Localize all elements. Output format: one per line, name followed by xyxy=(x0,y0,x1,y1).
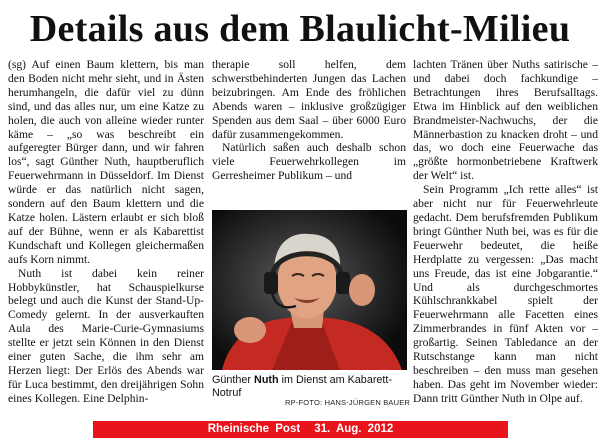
article-photo xyxy=(212,210,407,370)
headline: Details aus dem Blaulicht-Milieu xyxy=(29,8,571,50)
article-paragraph: lachten Tränen über Nuths satirische – und dabei doch fachkundige – Betrachtungen ihres Berufsalltags. Etwa im Hinblick auf den weiblichen Brandmeister-Nachwuchs, der die Männerbastion zu knacken droht – und das, wo doch eine Feuerwache das „größte hormonbetriebene Kraftwerk der Welt“ ist. xyxy=(413,58,598,183)
article-paragraph: therapie soll helfen, dem schwerstbehinderten Jungen das Lachen beizubringen. Am Ende des fröhlichen Abends waren – inklusive großzügiger Spenden aus dem Saal – über 6000 Euro dafür zusammengekommen. xyxy=(212,58,406,141)
article-paragraph: Natürlich saßen auch deshalb schon viele Feuerwehrkollegen im Gerresheimer Publikum – und xyxy=(212,141,406,183)
source-banner xyxy=(93,421,508,438)
article-paragraph: Sein Programm „Ich rette alles“ ist aber nicht nur für Feuerwehrleute gedacht. Dem berufsfremden Publikum bringt Günther Nuth bei, was es für die Feuerwehr bedeutet, die heiße Herdplatte zu vergessen: „Das macht uns Freude, das ist eine Jobgarantie.“ Und als durchgeschmortes Kühlschrankkabel spielt der Feuerwehrmann alle Facetten eines Zimmerbrandes in fünf Akten vor – großartig. Seinen Tabledance an der Rutschstange kann man nicht beschreiben – den muss man gesehen haben. Das geht im November wieder: Dann tritt Günther Nuth in Olpe auf. xyxy=(413,183,598,405)
caption-name: Nuth xyxy=(254,374,279,386)
caption-text: Günther xyxy=(212,374,255,386)
performer-photo-illustration xyxy=(212,210,407,370)
article-column-3 xyxy=(413,58,598,406)
article-paragraph: (sg) Auf einen Baum klettern, bis man den Boden nicht mehr sieht, und in Ästen herumhangeln, die dafür viel zu dünn sind, und das alles nur, um eine Katze zu holen, die auch von alleine wieder runter käme – „so was beschreibt ein aufgeregter Bürger dann, und wir fahren los“, sagt Günther Nuth, hauptberuflich Feuerwehrmann in Düsseldorf. Im Dienst würde er das natürlich nicht sagen, sondern auf den Baum klettern und die Katze holen. Lästern erlaubt er sich bloß auf der Bühne, wenn er als Kabarettist Kundschaft und Kollegen gleichermaßen aufs Korn nimmt. xyxy=(8,58,204,266)
caption-text: im Dienst am Kabarett-Notruf xyxy=(212,374,393,399)
photo-caption xyxy=(212,374,407,399)
publication-date: 31. Aug. 2012 xyxy=(314,423,394,435)
article-paragraph: Nuth ist dabei kein reiner Hobbykünstler, hat Schauspielkurse belegt und auch die Kunst der Stand-Up-Comedy gelernt. In der ausverkauften Aula des Marie-Curie-Gymnasiums stellte er jetzt sein Können in den Dienst einer guten Sache, die ihm sehr am Herzen liegt: Der Erlös des Abends war für Luca bestimmt, den dreijährigen Sohn eines Kollegen. Eine Delphin- xyxy=(8,266,204,405)
article-column-1 xyxy=(8,58,204,406)
newspaper-name: Rheinische Post xyxy=(207,423,301,435)
photo-credit: RP-FOTO: HANS-JÜRGEN BAUER xyxy=(285,398,411,407)
article-column-2 xyxy=(212,58,406,183)
